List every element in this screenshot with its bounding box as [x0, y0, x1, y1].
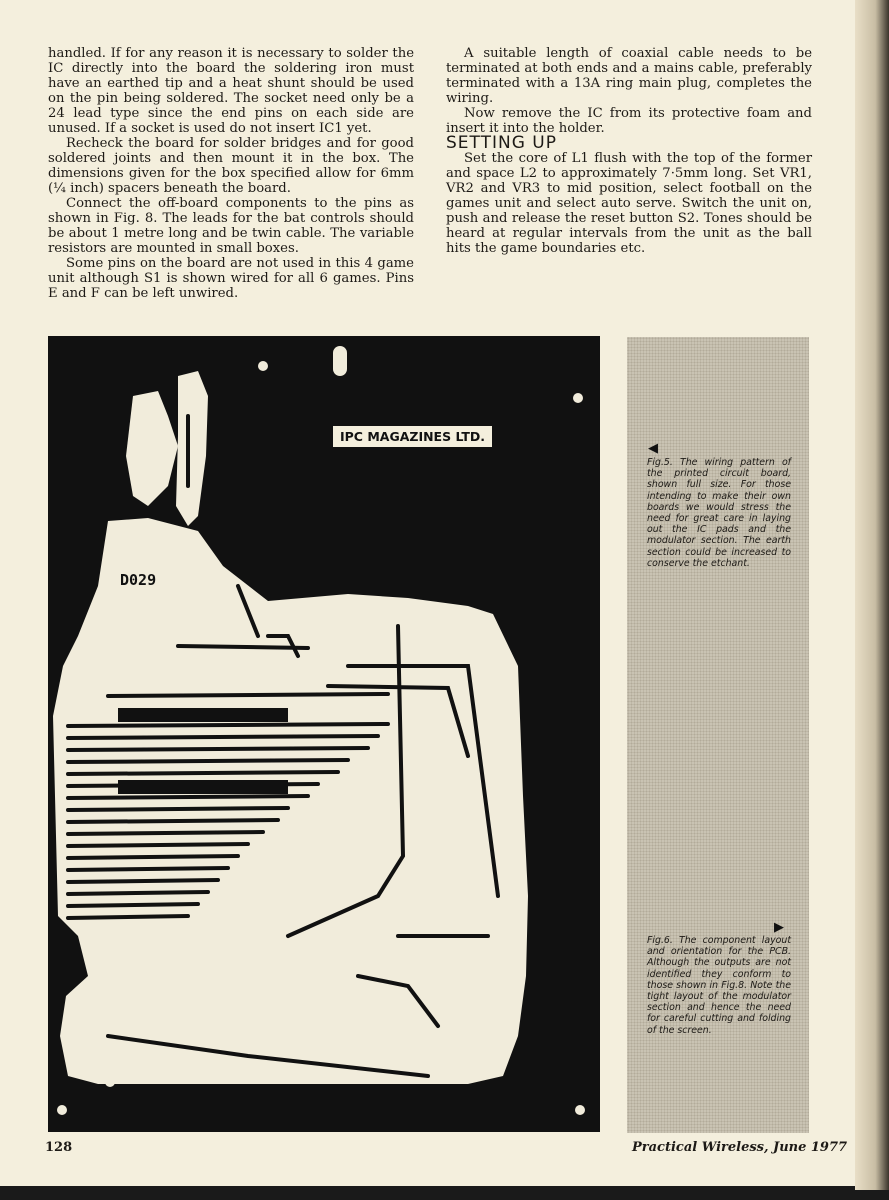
left-text-column: [48, 46, 414, 301]
publication-footer: Practical Wireless, June 1977: [632, 1140, 848, 1155]
pcb-wiring-pattern: [48, 336, 600, 1132]
section-heading: SETTING UP: [446, 133, 558, 153]
pcb-board-code: D029: [120, 571, 157, 589]
paragraph: Recheck the board for solder bridges and for good soldered joints and then mount it in the box. The dimensions given for the box specified allow for 6mm (¼ inch) spacers beneath the board.: [48, 136, 414, 196]
arrow-right-icon: ▶: [774, 920, 784, 935]
pcb-publisher-label: IPC MAGAZINES LTD.: [333, 426, 492, 447]
paragraph: A suitable length of coaxial cable needs to be terminated at both ends and a mains cable, preferably terminated with a 13A ring main plug, completes the wiring.: [446, 46, 812, 106]
figure-5-caption: Fig.5. The wiring pattern of the printed circuit board, shown full size. For those intending to make their own boards we would stress the need for great care in laying out the IC pads and the modulator section. The earth section could be increased to conserve the etchant.: [647, 457, 791, 569]
page-number: 128: [45, 1140, 73, 1155]
right-text-column: [446, 46, 812, 256]
arrow-left-icon: ◀: [648, 441, 658, 456]
paragraph: Some pins on the board are not used in this 4 game unit although S1 is shown wired for all 6 games. Pins E and F can be left unwired.: [48, 256, 414, 301]
pcb-artwork: [48, 336, 600, 1132]
page-edge-shadow: [855, 0, 889, 1190]
paragraph: Connect the off-board components to the pins as shown in Fig. 8. The leads for the bat controls should be about 1 metre long and be twin cable. The variable resistors are mounted in small boxes.: [48, 196, 414, 256]
paragraph: Set the core of L1 flush with the top of the former and space L2 to approximately 7·5mm long. Set VR1, VR2 and VR3 to mid position, select football on the games unit and select auto serve. Switch the unit on, push and release the reset button S2. Tones should be heard at regular intervals from the unit as the ball hits the game boundaries etc.: [446, 151, 812, 256]
paragraph: handled. If for any reason it is necessary to solder the IC directly into the board the soldering iron must have an earthed tip and a heat shunt should be used on the pin being soldered. The socket need only be a 24 lead type since the end pins on each side are unused. If a socket is used do not insert IC1 yet.: [48, 46, 414, 136]
caption-sidebar: [627, 337, 809, 1133]
paragraph: Now remove the IC from its protective foam and insert it into the holder.: [446, 106, 812, 136]
figure-6-caption: Fig.6. The component layout and orientation for the PCB. Although the outputs are not identified they conform to those shown in Fig.8. Note the tight layout of the modulator section and hence the need for careful cutting and folding of the screen.: [647, 935, 791, 1036]
